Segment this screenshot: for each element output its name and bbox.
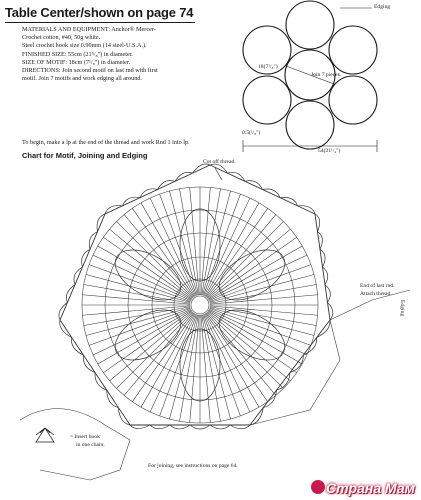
chart-stitch — [124, 313, 193, 396]
edge-width-label: 0.5(¹/₈") — [242, 130, 261, 136]
edging-label: Edging — [374, 4, 391, 10]
watermark: Страна Мам — [325, 480, 415, 496]
edging-scallop — [210, 425, 230, 429]
materials-line: Crochet cotton, #40, 50g white. — [22, 34, 101, 42]
edging-scallop — [130, 425, 150, 429]
chart-stitch — [190, 187, 199, 295]
chart-stitch — [210, 285, 316, 304]
chart-stitch — [86, 308, 190, 336]
chart-stitch — [84, 285, 190, 304]
end-last-round-label: End of last rnd. — [360, 283, 395, 289]
chart-stitch — [86, 274, 190, 302]
chart-stitch — [202, 315, 221, 421]
joining-note: For joining, see instructions on page 64. — [148, 463, 238, 469]
chart-stitch — [169, 191, 197, 295]
page-title: Table Center/shown on page 74 — [5, 5, 194, 20]
chart-stitch — [210, 295, 318, 304]
chart-stitch — [180, 315, 199, 421]
chart-stitch — [210, 307, 316, 326]
chart-stitch — [180, 189, 199, 295]
edging-vertical-label: Edging — [399, 300, 405, 317]
materials-line: Steel crochet hook size 0.90mm (14 steel-U.S.A.). — [22, 42, 147, 50]
chart-stitch — [84, 307, 190, 326]
materials-line: MATERIALS AND EQUIPMENT: Anchor® Mercer- — [22, 26, 156, 33]
motif-size-label: 18(7¹/₈") — [258, 64, 278, 70]
edging-scallop — [230, 425, 250, 429]
total-width-label: 54(21¹/₄") — [318, 148, 341, 154]
chart-stitch — [124, 215, 193, 298]
motif-circle — [286, 1, 334, 49]
join-label: Join 7 pieces. — [311, 72, 342, 78]
materials-line: FINISHED SIZE: 55cm (21⁵/₈") in diameter. — [22, 50, 133, 58]
motif-circle — [286, 101, 334, 149]
materials-line: motif. Join 7 motifs and work edging all around. — [22, 75, 142, 83]
motif-ring — [191, 296, 209, 314]
chart-stitch — [203, 191, 231, 295]
chart-stitch — [210, 308, 314, 336]
chart-stitch — [82, 306, 190, 315]
insert-hook-label: = Insert hook — [70, 434, 100, 440]
motif-circle — [329, 76, 377, 124]
chart-stitch — [206, 215, 275, 298]
watermark-logo-icon — [311, 480, 325, 494]
chart-stitch — [206, 313, 275, 396]
motif-outline — [60, 165, 330, 425]
insert-hook-icon — [36, 428, 54, 442]
edging-scallop — [190, 425, 210, 429]
neighbour-motif-edge-right-lower — [250, 320, 340, 425]
attach-thread-label: Attach thread. — [360, 291, 392, 297]
chart-stitch — [210, 306, 318, 315]
materials-line: SIZE OF MOTIF: 18cm (7¹/₈") in diameter. — [22, 58, 131, 66]
chart-title: Chart for Motif, Joining and Edging — [22, 151, 148, 160]
chart-stitch — [169, 315, 197, 419]
chart-stitch — [202, 189, 221, 295]
chart-stitch — [201, 315, 210, 423]
chart-stitch — [201, 187, 210, 295]
edging-scallop — [150, 425, 170, 429]
chart-stitch — [210, 274, 314, 302]
edging-scallop — [170, 425, 190, 429]
motif-circle — [243, 76, 291, 124]
chart-stitch — [82, 295, 190, 304]
motif-circle — [329, 26, 377, 74]
chart-stitch — [203, 315, 231, 419]
cut-off-label: Cut off thread. — [203, 159, 236, 165]
neighbour-motif-edge — [20, 409, 130, 480]
begin-instruction: To begin, make a lp at the end of the thread and work Rnd 1 into lp. — [22, 139, 190, 146]
crochet-chart — [20, 164, 410, 480]
materials-line: DIRECTIONS: Join second motif on last rnd with first — [22, 67, 158, 75]
chart-stitch — [190, 315, 199, 423]
insert-hook-label-2: in one chain. — [76, 442, 105, 448]
